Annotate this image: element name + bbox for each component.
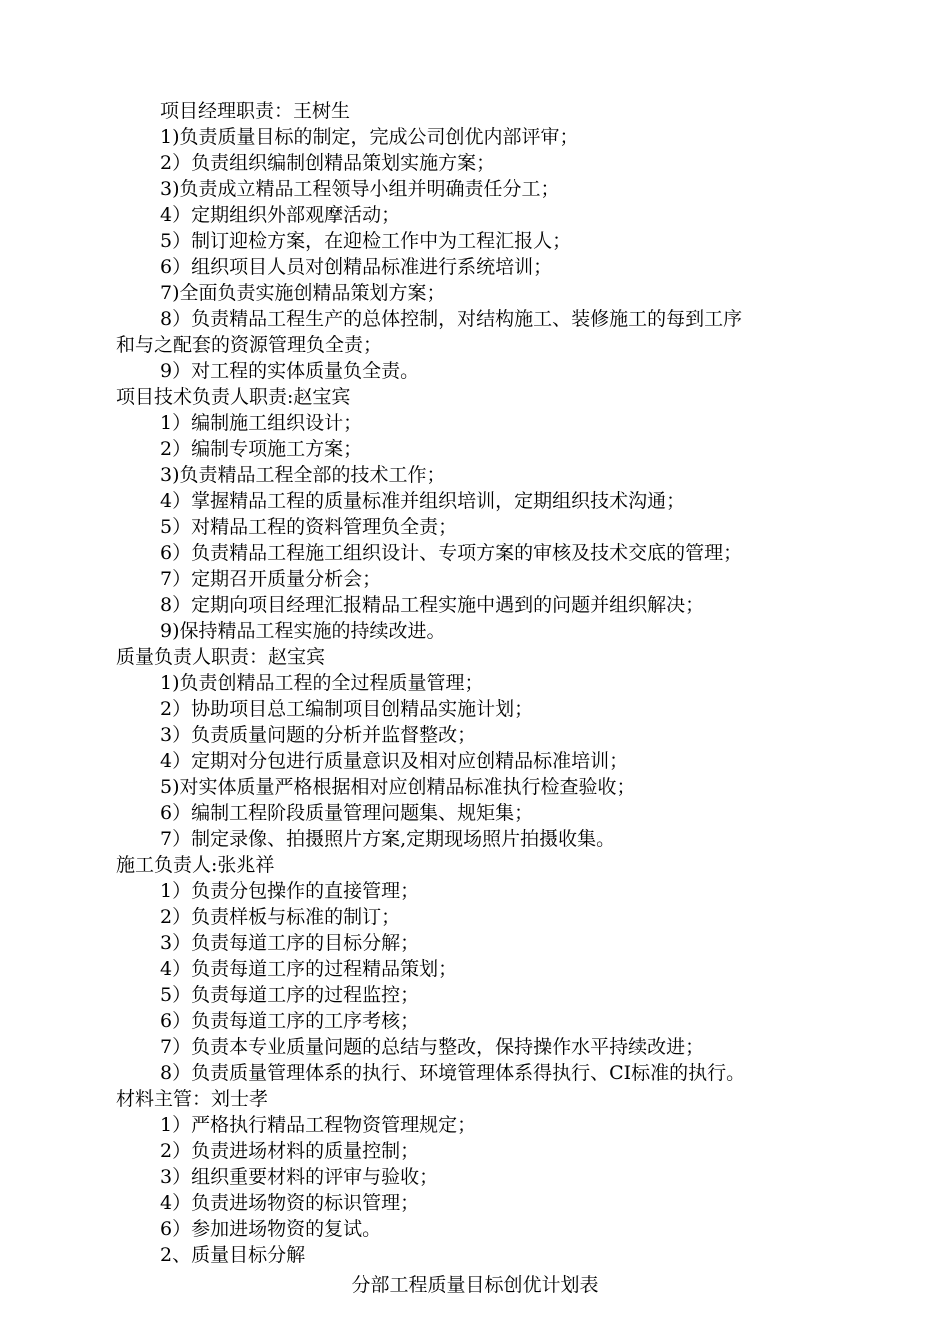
pm-item-6: 6）组织项目人员对创精品标准进行系统培训； bbox=[160, 256, 553, 278]
construction-item-3: 3）负责每道工序的目标分解； bbox=[160, 932, 420, 954]
tech-item-1: 1）编制施工组织设计； bbox=[160, 412, 363, 434]
tech-item-6: 6）负责精品工程施工组织设计、专项方案的审核及技术交底的管理； bbox=[160, 542, 743, 564]
tech-item-5: 5）对精品工程的资料管理负全责； bbox=[160, 516, 458, 538]
pm-item-2: 2）负责组织编制创精品策划实施方案； bbox=[160, 152, 496, 174]
tech-item-9: 9)保持精品工程实施的持续改进。 bbox=[160, 620, 446, 642]
pm-item-3: 3)负责成立精品工程领导小组并明确责任分工； bbox=[160, 178, 560, 200]
pm-item-1: 1)负责质量目标的制定，完成公司创优内部评审； bbox=[160, 126, 579, 148]
construction-item-4: 4）负责每道工序的过程精品策划； bbox=[160, 958, 458, 980]
construction-item-2: 2）负责样板与标准的制订； bbox=[160, 906, 401, 928]
material-item-1: 1）严格执行精品工程物资管理规定； bbox=[160, 1114, 477, 1136]
pm-item-8: 8）负责精品工程生产的总体控制，对结构施工、装修施工的每到工序 bbox=[160, 308, 743, 330]
tech-item-8: 8）定期向项目经理汇报精品工程实施中遇到的问题并组织解决； bbox=[160, 594, 705, 616]
pm-heading: 项目经理职责：王树生 bbox=[160, 100, 351, 122]
quality-item-1: 1)负责创精品工程的全过程质量管理； bbox=[160, 672, 484, 694]
pm-item-8-cont: 和与之配套的资源管理负全责； bbox=[116, 334, 383, 356]
tech-heading: 项目技术负责人职责:赵宝宾 bbox=[116, 386, 351, 408]
section-heading: 2、质量目标分解 bbox=[160, 1244, 306, 1266]
construction-item-5: 5）负责每道工序的过程监控； bbox=[160, 984, 420, 1006]
quality-heading: 质量负责人职责：赵宝宾 bbox=[116, 646, 326, 668]
quality-item-3: 3）负责质量问题的分析并监督整改； bbox=[160, 724, 477, 746]
quality-item-7: 7）制定录像、拍摄照片方案,定期现场照片拍摄收集。 bbox=[160, 828, 616, 850]
pm-item-4: 4）定期组织外部观摩活动； bbox=[160, 204, 401, 226]
quality-item-5: 5)对实体质量严格根据相对应创精品标准执行检查验收； bbox=[160, 776, 636, 798]
tech-item-7: 7）定期召开质量分析会； bbox=[160, 568, 382, 590]
material-item-3: 3）组织重要材料的评审与验收； bbox=[160, 1166, 439, 1188]
tech-item-3: 3)负责精品工程全部的技术工作； bbox=[160, 464, 446, 486]
construction-item-8: 8）负责质量管理体系的执行、环境管理体系得执行、CI标准的执行。 bbox=[160, 1062, 746, 1084]
construction-item-7: 7）负责本专业质量问题的总结与整改，保持操作水平持续改进； bbox=[160, 1036, 705, 1058]
tech-item-4: 4）掌握精品工程的质量标准并组织培训，定期组织技术沟通； bbox=[160, 490, 686, 512]
construction-item-6: 6）负责每道工序的工序考核； bbox=[160, 1010, 420, 1032]
material-item-6: 6）参加进场物资的复试。 bbox=[160, 1218, 382, 1240]
material-item-2: 2）负责进场材料的质量控制； bbox=[160, 1140, 420, 1162]
quality-item-2: 2）协助项目总工编制项目创精品实施计划； bbox=[160, 698, 534, 720]
table-caption: 分部工程质量目标创优计划表 bbox=[351, 1274, 599, 1296]
tech-item-2: 2）编制专项施工方案； bbox=[160, 438, 363, 460]
quality-item-4: 4）定期对分包进行质量意识及相对应创精品标准培训； bbox=[160, 750, 629, 772]
quality-item-6: 6）编制工程阶段质量管理问题集、规矩集； bbox=[160, 802, 534, 824]
material-item-4: 4）负责进场物资的标识管理； bbox=[160, 1192, 420, 1214]
pm-item-9: 9）对工程的实体质量负全责。 bbox=[160, 360, 420, 382]
pm-item-5: 5）制订迎检方案，在迎检工作中为工程汇报人； bbox=[160, 230, 572, 252]
construction-item-1: 1）负责分包操作的直接管理； bbox=[160, 880, 420, 902]
pm-item-7: 7)全面负责实施创精品策划方案； bbox=[160, 282, 446, 304]
material-heading: 材料主管：刘士孝 bbox=[116, 1088, 269, 1110]
construction-heading: 施工负责人:张兆祥 bbox=[116, 854, 275, 876]
